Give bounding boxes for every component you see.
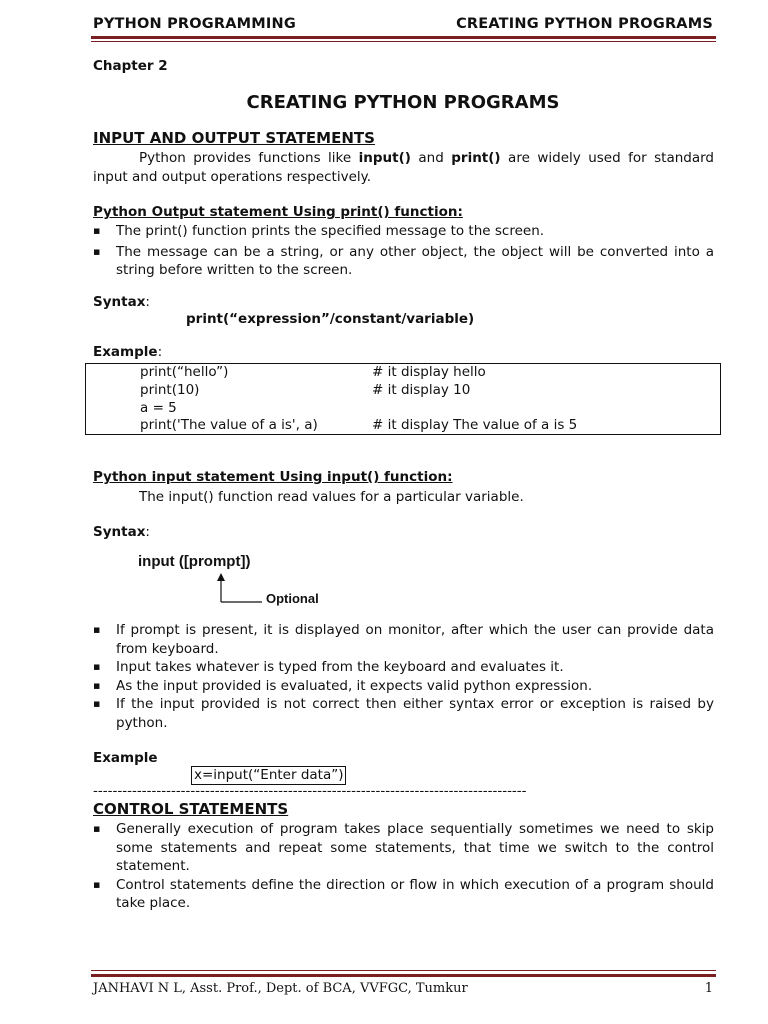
page-number: 1 [704,981,713,996]
footer-rule-thick [91,974,716,977]
diagram-optional-label: Optional [266,591,319,606]
footer-rule-thin [91,970,716,971]
footer-author: JANHAVI N L, Asst. Prof., Dept. of BCA, VVFGC, Tumkur [93,981,468,996]
input-syntax-diagram [138,553,398,613]
page-title: CREATING PYTHON PROGRAMS [246,92,560,113]
input-example-label: Example [93,750,158,766]
input-heading: Python input statement Using input() function: [93,469,453,485]
code-line: print(10) [140,382,200,398]
output-syntax: print(“expression”/constant/variable) [186,311,475,327]
chapter-label: Chapter 2 [93,58,168,74]
input-syntax-label: Syntax: [93,524,150,540]
code-line: print('The value of a is', a) [140,417,318,433]
input-bullets [93,621,714,732]
code-example-box [85,363,721,435]
output-syntax-label: Syntax: [93,294,150,310]
input-example-code: x=input(“Enter data”) [191,766,346,785]
running-header-right: CREATING PYTHON PROGRAMS [456,16,713,32]
diagram-syntax-text: input ([prompt]) [138,553,251,570]
header-rule-thin [91,41,716,42]
list-item: ▪ Control statements define the direction or flow in which execution of a program should take place. [93,876,714,913]
running-header-left: PYTHON PROGRAMMING [93,16,296,32]
list-item: ▪ If the input provided is not correct then either syntax error or exception is raised by python. [93,695,714,732]
code-comment: # it display The value of a is 5 [372,417,578,433]
io-intro: Python provides functions like input() and print() are widely used for standard input and output operations respectively. [93,150,714,185]
list-item: ▪ The message can be a string, or any other object, the object will be converted into a string before written to the screen. [93,243,714,280]
io-heading: INPUT AND OUTPUT STATEMENTS [93,129,375,147]
list-item: ▪ Generally execution of program takes place sequentially sometimes we need to skip some statements and repeat some statements, that time we switch to the control statement. [93,820,714,876]
list-item: ▪ The print() function prints the specified message to the screen. [93,222,714,241]
control-bullets [93,820,714,913]
output-example-label: Example: [93,344,163,360]
list-item: ▪ If prompt is present, it is displayed on monitor, after which the user can provide data from keyboard. [93,621,714,658]
code-line: a = 5 [140,400,177,416]
input-desc: The input() function read values for a particular variable. [139,489,524,505]
list-item: ▪ Input takes whatever is typed from the keyboard and evaluates it. [93,658,714,677]
header-rule-thick [91,36,716,39]
code-line: print(“hello”) [140,364,229,380]
output-bullets [93,222,714,280]
code-comment: # it display hello [372,364,486,380]
control-heading: CONTROL STATEMENTS [93,800,289,818]
list-item: ▪ As the input provided is evaluated, it expects valid python expression. [93,677,714,696]
section-separator: ----------------------------------------------------------------------------------------- [93,783,527,799]
code-comment: # it display 10 [372,382,471,398]
output-heading: Python Output statement Using print() function: [93,204,463,220]
